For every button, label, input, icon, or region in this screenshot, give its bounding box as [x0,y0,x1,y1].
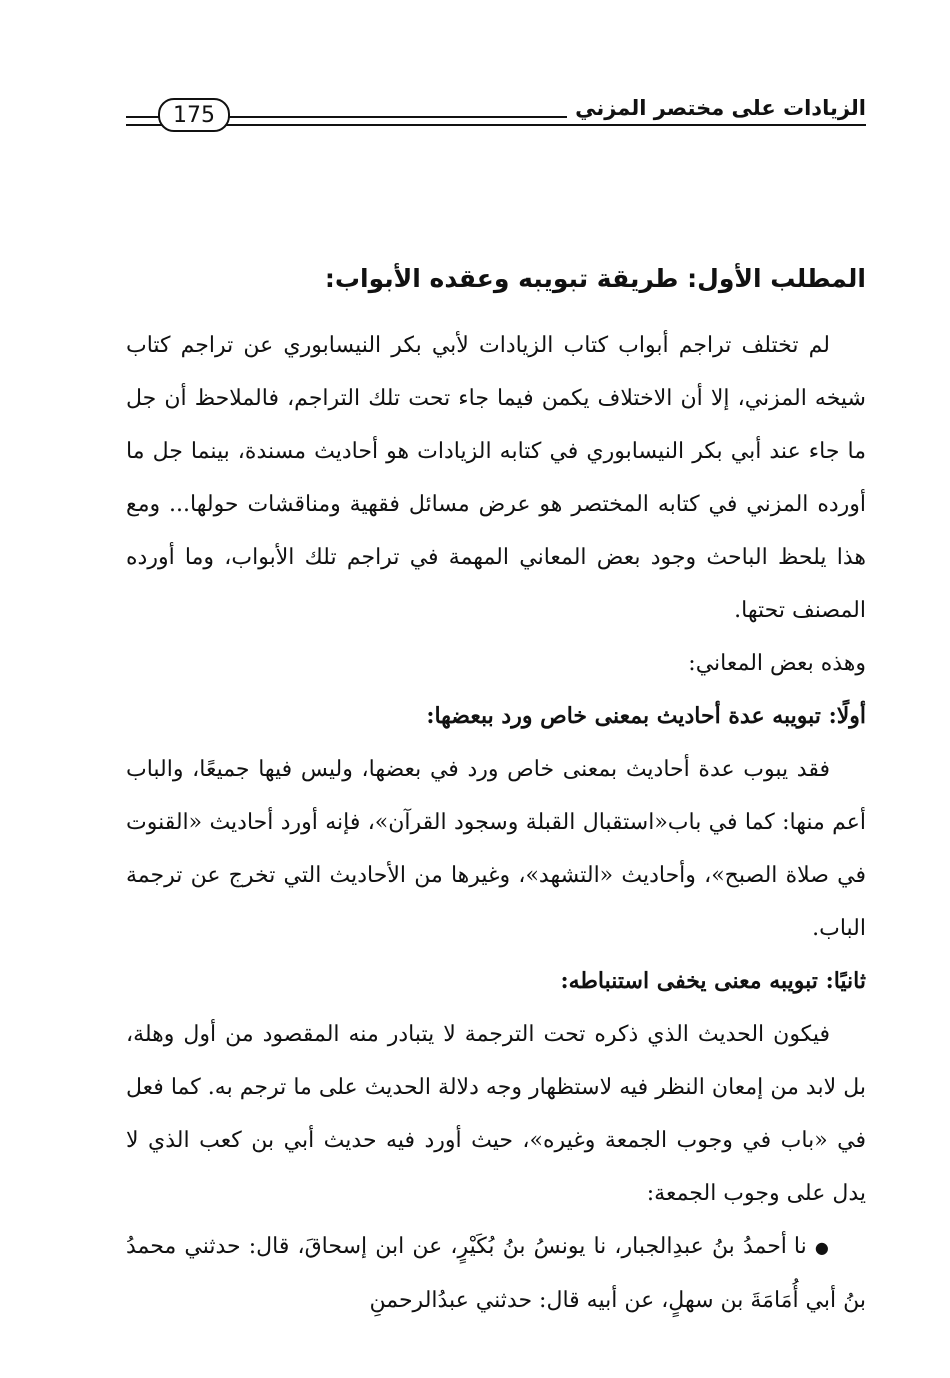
running-header [126,96,866,140]
section-two-title: تبويبه معنى يخفى استنباطه: [560,968,818,994]
book-title: الزيادات على مختصر المزني [567,96,866,120]
hadith-text: نا أحمدُ بنُ عبدِالجبار، نا يونسُ بنُ بُكَيْرٍ، عن ابن إسحاقَ، قال: حدثني محمدُ بنُ أبي أُمَامَةَ بن سهلٍ، عن أبيه قال: حدثني عبدُالرحمنِ [126,1234,866,1313]
page-number: 175 [158,98,230,132]
section-two-label: ثانيًا: [825,968,866,994]
section-two-heading [126,955,866,1008]
section-heading: المطلب الأول: طريقة تبويبه وعقده الأبواب: [324,264,866,293]
section-one-heading [126,690,866,743]
header-rule-bottom [126,124,866,126]
section-one-label: أولًا: [828,703,866,729]
section-one-title: تبويبه عدة أحاديث بمعنى خاص ورد ببعضها: [426,703,821,729]
section-one-paragraph: فقد يبوب عدة أحاديث بمعنى خاص ورد في بعضها، وليس فيها جميعًا، والباب أعم منها: كما في باب«استقبال القبلة وسجود القرآن»، فإنه أورد أحاديث «القنوت في صلاة الصبح»، وأحاديث «التشهد»، وغيرها من الأحاديث التي تخرج عن ترجمة الباب. [126,757,866,941]
intro-paragraph: لم تختلف تراجم أبواب كتاب الزيادات لأبي بكر النيسابوري عن تراجم كتاب شيخه المزني، إلا أن الاختلاف يكمن فيما جاء تحت تلك التراجم، فالملاحظ أن جل ما جاء عند أبي بكر النيسابوري في كتابه الزيادات هو أحاديث مسندة، بينما جل ما أورده المزني في كتابه المختصر هو عرض مسائل فقهية ومناقشات حولها... ومع هذا يلحظ الباحث وجود بعض المعاني المهمة في تراجم تلك الأبواب، وما أورده المصنف تحتها. [126,333,866,623]
section-two-paragraph: فيكون الحديث الذي ذكره تحت الترجمة لا يتبادر منه المقصود من أول وهلة، بل لابد من إمعان النظر فيه لاستظهار وجه دلالة الحديث على ما ترجم به. كما فعل في «باب في وجوب الجمعة وغيره»، حيث أورد فيه حديث أبي بن كعب الذي لا يدل على وجوب الجمعة: [126,1022,866,1206]
hadith-paragraph [126,1220,866,1327]
bullet-icon: ● [814,1238,830,1257]
intro-lead: وهذه بعض المعاني: [688,651,866,676]
page-body [126,257,866,1327]
